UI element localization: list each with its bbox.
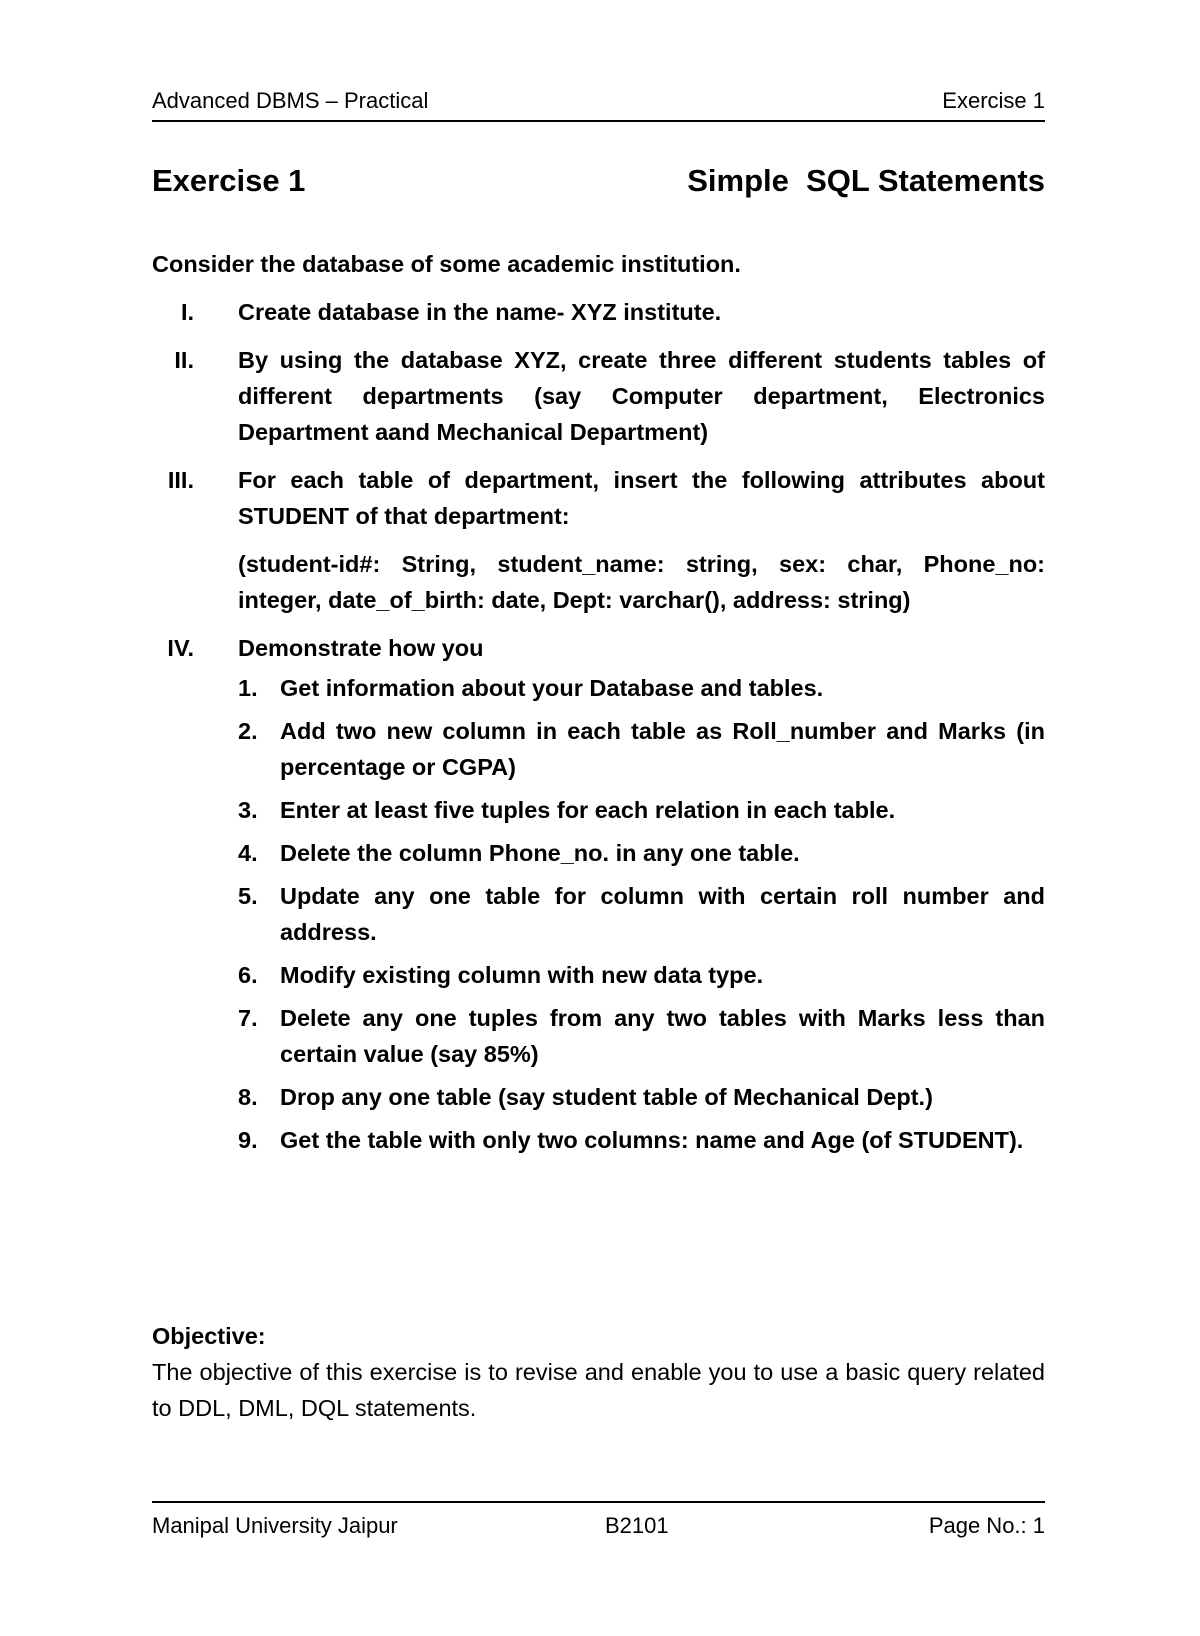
item-number: II. <box>174 347 194 373</box>
item-number: IV. <box>167 635 194 661</box>
task-item <box>238 1122 1045 1158</box>
page-header <box>152 82 1045 122</box>
task-text: Update any one table for column with certain roll number and address. <box>280 883 1045 945</box>
task-number: 1. <box>238 675 258 701</box>
task-number: 9. <box>238 1127 258 1153</box>
task-number: 6. <box>238 962 258 988</box>
task-item <box>238 670 1045 706</box>
header-exercise-label: Exercise 1 <box>942 88 1045 113</box>
title-exercise-number: Exercise 1 <box>152 163 306 198</box>
task-number: 3. <box>238 797 258 823</box>
task-item <box>238 957 1045 993</box>
task-text: Enter at least five tuples for each relation in each table. <box>280 797 896 823</box>
task-text: Delete any one tuples from any two tables with Marks less than certain value (say 85%) <box>280 1005 1045 1067</box>
page-footer <box>152 1501 1045 1543</box>
list-item <box>152 294 1045 330</box>
item-number: I. <box>180 299 194 325</box>
list-item <box>152 630 1045 1158</box>
task-item <box>238 792 1045 828</box>
item-text: By using the database XYZ, create three different students tables of different departments (say Computer department, Electronics Department aand Mechanical Department) <box>238 347 1045 445</box>
footer-institution: Manipal University Jaipur <box>152 1513 398 1538</box>
item-number: III. <box>167 467 194 493</box>
task-number: 5. <box>238 883 258 909</box>
task-number: 4. <box>238 840 258 866</box>
header-course-title: Advanced DBMS – Practical <box>152 88 429 113</box>
task-text: Get information about your Database and tables. <box>280 675 824 701</box>
list-item <box>152 462 1045 618</box>
task-text: Drop any one table (say student table of Mechanical Dept.) <box>280 1084 933 1110</box>
objective-section <box>152 1318 1045 1426</box>
page-title <box>152 163 1045 203</box>
task-number: 8. <box>238 1084 258 1110</box>
task-text: Modify existing column with new data type. <box>280 962 764 988</box>
intro-text: Consider the database of some academic institution. <box>152 251 741 277</box>
task-item <box>238 878 1045 950</box>
objective-text: The objective of this exercise is to revise and enable you to use a basic query related to DDL, DML, DQL statements. <box>152 1359 1045 1421</box>
task-list <box>238 670 1045 1158</box>
exercise-content <box>152 246 1045 1170</box>
task-item <box>238 1079 1045 1115</box>
task-text: Delete the column Phone_no. in any one table. <box>280 840 800 866</box>
item-text: Demonstrate how you <box>238 635 484 661</box>
item-text: For each table of department, insert the following attributes about STUDENT of that department: <box>238 467 1045 529</box>
footer-page-number: Page No.: 1 <box>928 1513 1045 1538</box>
objective-heading: Objective: <box>152 1323 266 1349</box>
footer-course-code: B2101 <box>605 1513 669 1538</box>
list-item <box>152 342 1045 450</box>
task-item <box>238 713 1045 785</box>
task-number: 2. <box>238 718 258 744</box>
title-topic: Simple SQL Statements <box>687 163 1045 198</box>
task-text: Add two new column in each table as Roll_number and Marks (in percentage or CGPA) <box>280 718 1045 780</box>
task-item <box>238 835 1045 871</box>
attribute-list-text: (student-id#: String, student_name: string, sex: char, Phone_no: integer, date_of_birth: date, Dept: varchar(), address: string) <box>238 551 1045 613</box>
task-number: 7. <box>238 1005 258 1031</box>
task-item <box>238 1000 1045 1072</box>
task-text: Get the table with only two columns: name and Age (of STUDENT). <box>280 1127 1024 1153</box>
item-text: Create database in the name- XYZ institute. <box>238 299 722 325</box>
